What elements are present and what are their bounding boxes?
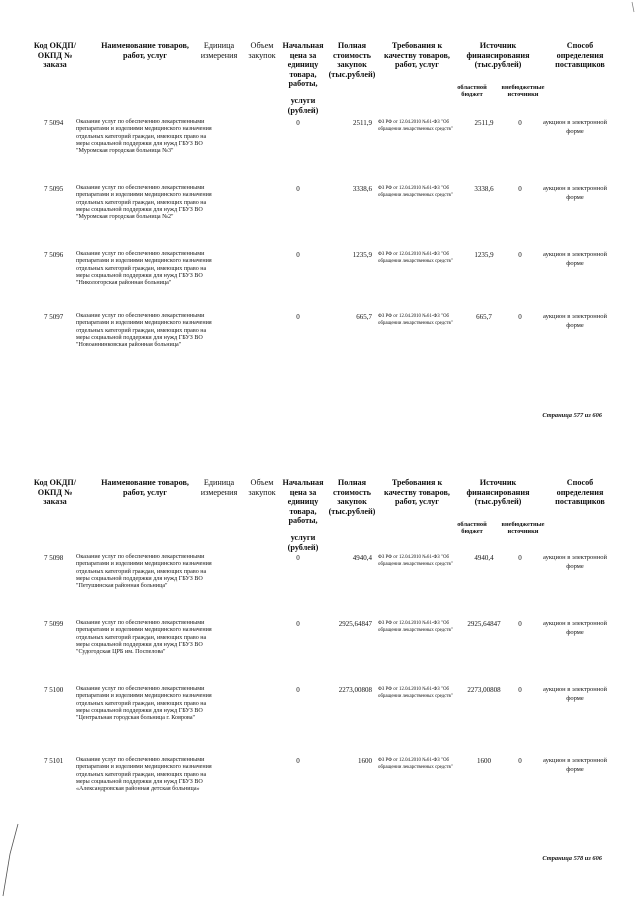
init-price: 0 <box>296 757 300 765</box>
nonbudget-sources: 0 <box>518 185 522 193</box>
pen-stroke-mark <box>0 820 24 900</box>
header-unit: Единица измерения <box>200 478 238 497</box>
nonbudget-sources: 0 <box>518 313 522 321</box>
corner-tick-mark <box>628 0 640 20</box>
total-cost: 2511,9 <box>353 119 372 127</box>
procurement-method: аукцион в электронной форме <box>543 313 607 329</box>
requirements: ФЗ РФ от 12.04.2010 №61-ФЗ "Об обращении лекарственных средств" <box>378 687 453 700</box>
init-price: 0 <box>296 119 300 127</box>
init-price: 0 <box>296 686 300 694</box>
order-code: 7 5098 <box>44 554 64 562</box>
header-funding-regional: областной бюджет <box>457 521 487 536</box>
header-method: Способ определения поставщиков <box>555 41 605 70</box>
regional-budget: 2925,64847 <box>467 620 501 628</box>
nonbudget-sources: 0 <box>518 554 522 562</box>
header-volume: Объем закупок <box>248 478 276 497</box>
requirements: ФЗ РФ от 12.04.2010 №61-ФЗ "Об обращении лекарственных средств" <box>378 252 453 265</box>
header-name: Наименование товаров, работ, услуг <box>101 478 189 497</box>
total-cost: 4940,4 <box>352 554 372 562</box>
init-price: 0 <box>296 554 300 562</box>
header-funding-nonbudget: внебюджетные источники <box>501 521 545 536</box>
regional-budget: 1600 <box>477 757 491 765</box>
header-method: Способ определения поставщиков <box>555 478 605 507</box>
nonbudget-sources: 0 <box>518 251 522 259</box>
procurement-method: аукцион в электронной форме <box>543 620 607 636</box>
requirements: ФЗ РФ от 12.04.2010 №61-ФЗ "Об обращении лекарственных средств" <box>378 120 453 133</box>
order-code: 7 5100 <box>44 686 64 694</box>
procurement-method: аукцион в электронной форме <box>543 554 607 570</box>
header-funding-regional: областной бюджет <box>457 84 487 99</box>
item-name: Оказание услуг по обеспечению лекарственными препаратами и изделиями медицинского назначения отдельных категорий граждан, имеющих право на меры социальной поддержки для нужд ГБУЗ ВО "Центральная городская больница г. Коврова" <box>76 686 212 721</box>
header-init-price-sub: услуги (рублей) <box>287 533 319 552</box>
regional-budget: 4940,4 <box>474 554 494 562</box>
order-code: 7 5094 <box>44 119 64 127</box>
item-name: Оказание услуг по обеспечению лекарственными препаратами и изделиями медицинского назначения отдельных категорий граждан, имеющих право на меры социальной поддержки для нужд ГБУЗ ВО "Судогодская ЦРБ им. Поспелова" <box>76 620 212 655</box>
order-code: 7 5101 <box>44 757 64 765</box>
header-funding: Источник финансирования (тыс.рублей) <box>466 478 530 507</box>
procurement-method: аукцион в электронной форме <box>543 119 607 135</box>
header-init-price: Начальная цена за единицу товара, работы, <box>282 41 324 89</box>
regional-budget: 2273,00808 <box>467 686 501 694</box>
header-funding: Источник финансирования (тыс.рублей) <box>466 41 530 70</box>
procurement-method: аукцион в электронной форме <box>543 185 607 201</box>
nonbudget-sources: 0 <box>518 620 522 628</box>
page-number: Страница 577 из 606 <box>542 412 602 419</box>
header-funding-nonbudget: внебюджетные источники <box>501 84 545 99</box>
total-cost: 1600 <box>358 757 372 765</box>
header-requirements: Требования к качеству товаров, работ, услуг <box>384 478 450 507</box>
header-code: Код ОКДП/ ОКПД № заказа <box>33 478 77 507</box>
regional-budget: 3338,6 <box>474 185 494 193</box>
item-name: Оказание услуг по обеспечению лекарственными препаратами и изделиями медицинского назначения отдельных категорий граждан, имеющих право на меры социальной поддержки для нужд ГБУЗ ВО "Муромская городская больница №2" <box>76 185 212 220</box>
requirements: ФЗ РФ от 12.04.2010 №61-ФЗ "Об обращении лекарственных средств" <box>378 555 453 568</box>
total-cost: 2925,64847 <box>338 620 372 628</box>
header-code: Код ОКДП/ ОКПД № заказа <box>33 41 77 70</box>
page-number: Страница 578 из 606 <box>542 855 602 862</box>
procurement-method: аукцион в электронной форме <box>543 251 607 267</box>
procurement-method: аукцион в электронной форме <box>543 686 607 702</box>
nonbudget-sources: 0 <box>518 686 522 694</box>
header-requirements: Требования к качеству товаров, работ, услуг <box>384 41 450 70</box>
init-price: 0 <box>296 313 300 321</box>
header-total: Полная стоимость закупок (тыс.рублей) <box>328 478 376 516</box>
order-code: 7 5099 <box>44 620 64 628</box>
nonbudget-sources: 0 <box>518 757 522 765</box>
header-name: Наименование товаров, работ, услуг <box>101 41 189 60</box>
item-name: Оказание услуг по обеспечению лекарственными препаратами и изделиями медицинского назначения отдельных категорий граждан, имеющих право на меры социальной поддержки для нужд ГБУЗ ВО "Никологорская районная больница" <box>76 251 212 286</box>
total-cost: 3338,6 <box>352 185 372 193</box>
item-name: Оказание услуг по обеспечению лекарственными препаратами и изделиями медицинского назначения отдельных категорий граждан, имеющих право на меры социальной поддержки для нужд ГБУЗ ВО "Петушинская районная больница" <box>76 554 212 589</box>
regional-budget: 1235,9 <box>474 251 494 259</box>
requirements: ФЗ РФ от 12.04.2010 №61-ФЗ "Об обращении лекарственных средств" <box>378 758 453 771</box>
requirements: ФЗ РФ от 12.04.2010 №61-ФЗ "Об обращении лекарственных средств" <box>378 621 453 634</box>
procurement-method: аукцион в электронной форме <box>543 757 607 773</box>
total-cost: 1235,9 <box>352 251 372 259</box>
init-price: 0 <box>296 620 300 628</box>
regional-budget: 665,7 <box>476 313 492 321</box>
header-unit: Единица измерения <box>200 41 238 60</box>
order-code: 7 5097 <box>44 313 64 321</box>
nonbudget-sources: 0 <box>518 119 522 127</box>
item-name: Оказание услуг по обеспечению лекарственными препаратами и изделиями медицинского назначения отдельных категорий граждан, имеющих право на меры социальной поддержки для нужд ГБУЗ ВО «Александровская районная детская больница» <box>76 757 212 792</box>
requirements: ФЗ РФ от 12.04.2010 №61-ФЗ "Об обращении лекарственных средств" <box>378 186 453 199</box>
order-code: 7 5096 <box>44 251 64 259</box>
header-init-price-sub: услуги (рублей) <box>287 96 319 115</box>
total-cost: 2273,00808 <box>338 686 372 694</box>
item-name: Оказание услуг по обеспечению лекарственными препаратами и изделиями медицинского назначения отдельных категорий граждан, имеющих право на меры социальной поддержки для нужд ГБУЗ ВО "Муромская городская больница №3" <box>76 119 212 154</box>
order-code: 7 5095 <box>44 185 64 193</box>
init-price: 0 <box>296 185 300 193</box>
requirements: ФЗ РФ от 12.04.2010 №61-ФЗ "Об обращении лекарственных средств" <box>378 314 453 327</box>
header-total: Полная стоимость закупок (тыс.рублей) <box>328 41 376 79</box>
item-name: Оказание услуг по обеспечению лекарственными препаратами и изделиями медицинского назначения отдельных категорий граждан, имеющих право на меры социальной поддержки для нужд ГБУЗ ВО "Новоаннинковская районная больница" <box>76 313 212 348</box>
regional-budget: 2511,9 <box>474 119 494 127</box>
header-volume: Объем закупок <box>248 41 276 60</box>
total-cost: 665,7 <box>356 313 372 321</box>
init-price: 0 <box>296 251 300 259</box>
header-init-price: Начальная цена за единицу товара, работы, <box>282 478 324 526</box>
